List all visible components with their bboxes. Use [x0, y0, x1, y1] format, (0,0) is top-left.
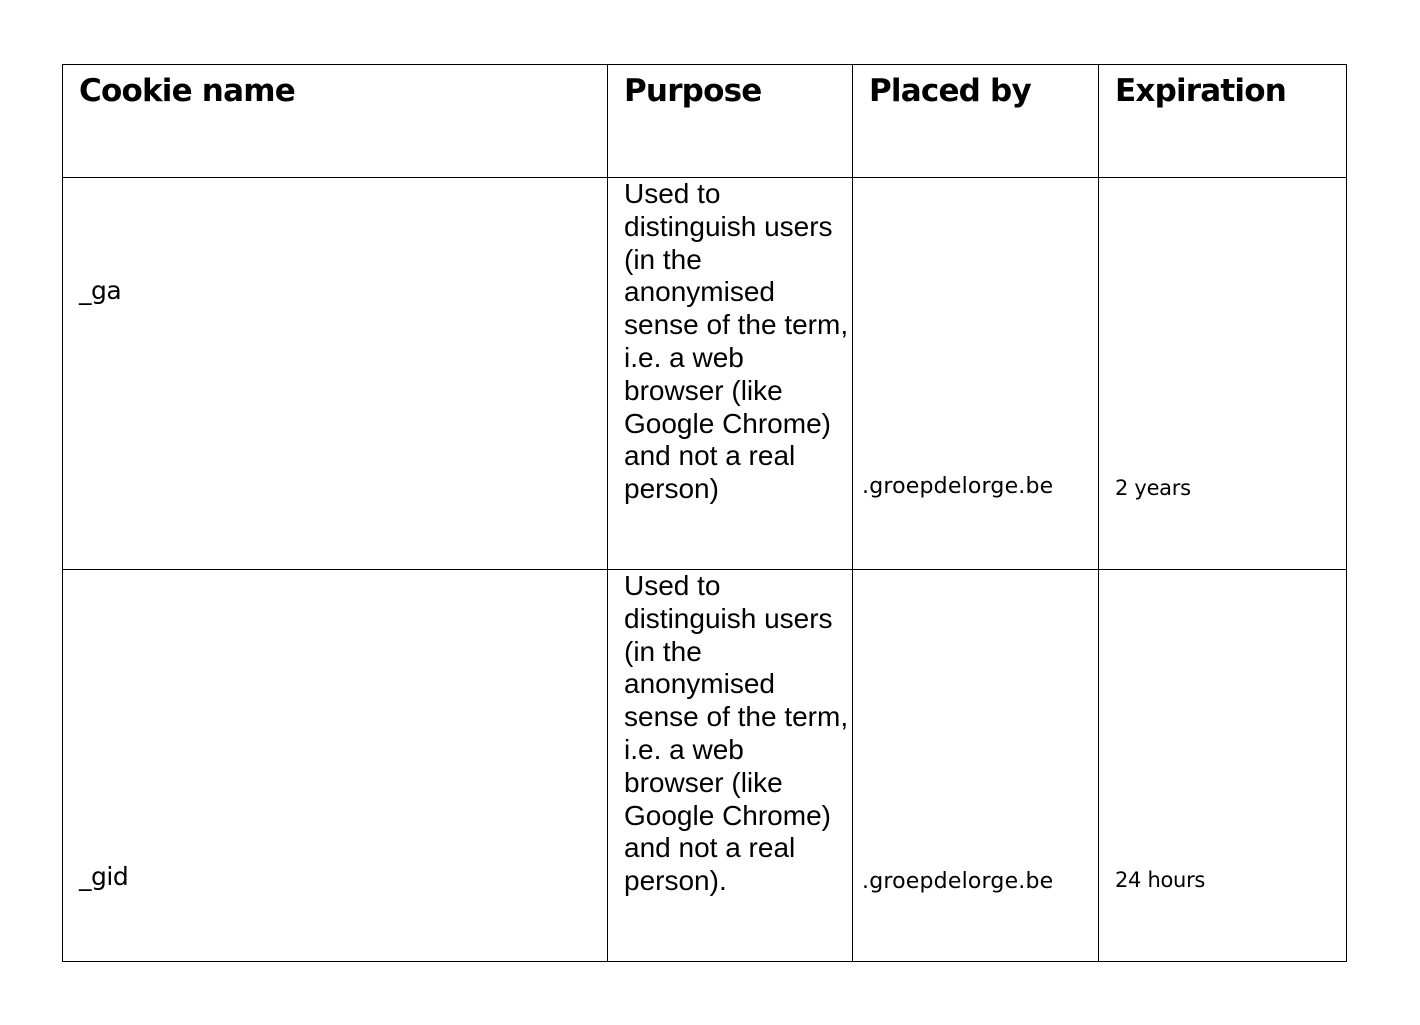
placed-by-text: .groepdelorge.be: [862, 474, 1054, 499]
cookie-name-cell: [63, 178, 608, 570]
header-purpose: [608, 65, 853, 178]
table-row: [63, 178, 1347, 570]
purpose-text: Used to distinguish users (in the anonymised sense of the term, i.e. a web browser (like Google Chrome) and not a real person): [624, 178, 849, 505]
purpose-text: Used to distinguish users (in the anonymised sense of the term, i.e. a web browser (like Google Chrome) and not a real person).: [624, 570, 849, 897]
expiration-cell: [1099, 178, 1347, 570]
header-cookie-name-label: Cookie name: [79, 73, 295, 109]
cookie-name-cell: [63, 570, 608, 962]
cookie-name: _ga: [79, 276, 122, 305]
header-placed-by: [853, 65, 1099, 178]
cookie-name: _gid: [79, 862, 129, 891]
cookie-table: [62, 64, 1347, 962]
expiration-cell: [1099, 570, 1347, 962]
placed-by-cell: [853, 178, 1099, 570]
header-cookie-name: [63, 65, 608, 178]
purpose-cell: [608, 570, 853, 962]
placed-by-cell: [853, 570, 1099, 962]
header-expiration-label: Expiration: [1115, 73, 1287, 109]
table-row: [63, 570, 1347, 962]
expiration-text: 2 years: [1115, 476, 1191, 500]
header-expiration: [1099, 65, 1347, 178]
header-purpose-label: Purpose: [624, 73, 762, 109]
expiration-text: 24 hours: [1115, 868, 1206, 892]
header-placed-by-label: Placed by: [869, 73, 1031, 109]
purpose-cell: [608, 178, 853, 570]
table-header-row: [63, 65, 1347, 178]
placed-by-text: .groepdelorge.be: [862, 869, 1054, 894]
